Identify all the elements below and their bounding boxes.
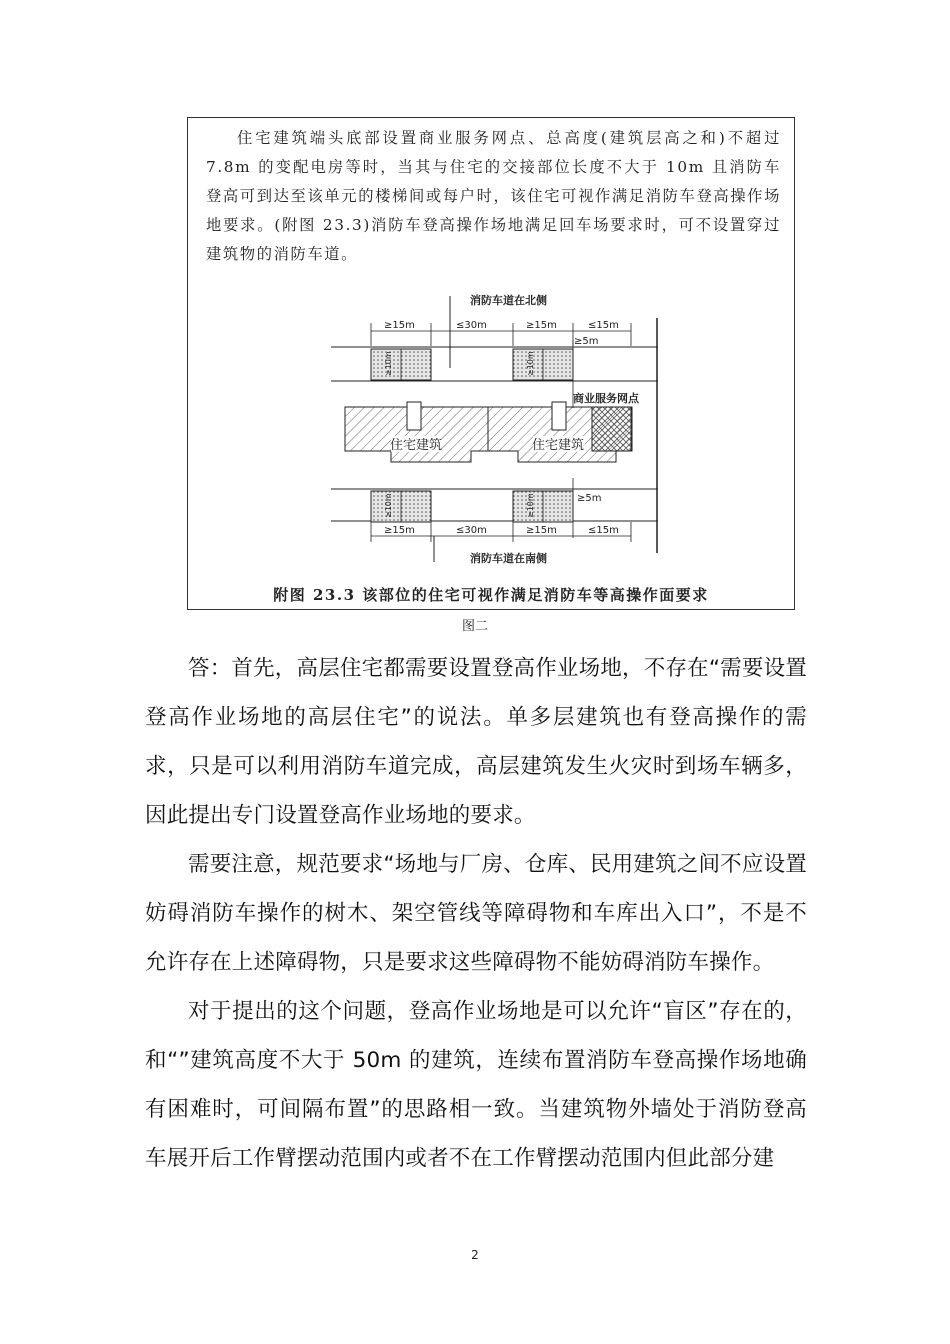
dim-south-right: ≥15m xyxy=(526,525,557,536)
north-road-label: 消防车道在北侧 xyxy=(470,294,547,307)
dim-north-5m: ≥5m xyxy=(574,336,599,347)
stair-left xyxy=(407,402,421,430)
commercial-block xyxy=(592,407,632,451)
dim-south-5m: ≥5m xyxy=(577,493,602,504)
site-plan-diagram xyxy=(188,118,794,609)
north-platform-right-dim: ≥10m xyxy=(526,351,535,376)
stair-right xyxy=(552,402,566,430)
paragraph-3: 对于提出的这个问题，登高作业场地是可以允许“盲区”存在的，和“”建筑高度不大于 50m 的建筑，连续布置消防车登高操作场地确有困难时，可间隔布置”的思路相一致。当建筑物外墙处于消防登高车展开后工作臂摆动范围内或者不在工作臂摆动范围内但此部分建 xyxy=(145,999,807,1171)
answer-body xyxy=(145,644,807,1183)
dim-north-right: ≥15m xyxy=(526,320,557,331)
dim-south-left: ≥15m xyxy=(384,525,415,536)
building-right-label: 住宅建筑 xyxy=(532,438,585,453)
page-number: 2 xyxy=(471,1248,479,1262)
figure-label: 图二 xyxy=(461,619,488,634)
dim-south-gap: ≤30m xyxy=(456,525,487,536)
figure-box xyxy=(187,117,795,610)
south-platform-right-dim: ≥10m xyxy=(526,493,535,518)
south-road-label: 消防车道在南侧 xyxy=(470,552,547,565)
north-platform-left-dim: ≥10m xyxy=(384,351,393,376)
figure-caption: 附图 23.3 该部位的住宅可视作满足消防车等高操作面要求 xyxy=(273,586,709,604)
commercial-label: 商业服务网点 xyxy=(573,392,639,405)
dim-north-left: ≥15m xyxy=(384,320,415,331)
figure-description: 住宅建筑端头底部设置商业服务网点、总高度(建筑层高之和)不超过 7.8m 的变配电房等时，当其与住宅的交接部位长度不大于 10m 且消防车登高可到达至该单元的楼梯间或每户时，该住宅可视作满足消防车登高操作场地要求。(附图 23.3)消防车登高操作场地满足回车场要求时，可不设置穿过建筑物的消防车道。 xyxy=(206,129,781,263)
paragraph-2: 需要注意，规范要求“场地与厂房、仓库、民用建筑之间不应设置妨碍消防车操作的树木、架空管线等障碍物和车库出入口”，不是不允许存在上述障碍物，只是要求这些障碍物不能妨碍消防车操作。 xyxy=(145,852,807,975)
dim-north-gap: ≤30m xyxy=(456,320,487,331)
paragraph-1: 答：首先，高层住宅都需要设置登高作业场地，不存在“需要设置登高作业场地的高层住宅”的说法。单多层建筑也有登高操作的需求，只是可以利用消防车道完成，高层建筑发生火灾时到场车辆多，因此提出专门设置登高作业场地的要求。 xyxy=(145,656,807,828)
south-platform-left-dim: ≥10m xyxy=(384,493,393,518)
dim-south-end: ≤15m xyxy=(588,525,619,536)
building-left-label: 住宅建筑 xyxy=(390,438,443,453)
dim-north-end: ≤15m xyxy=(588,320,619,331)
